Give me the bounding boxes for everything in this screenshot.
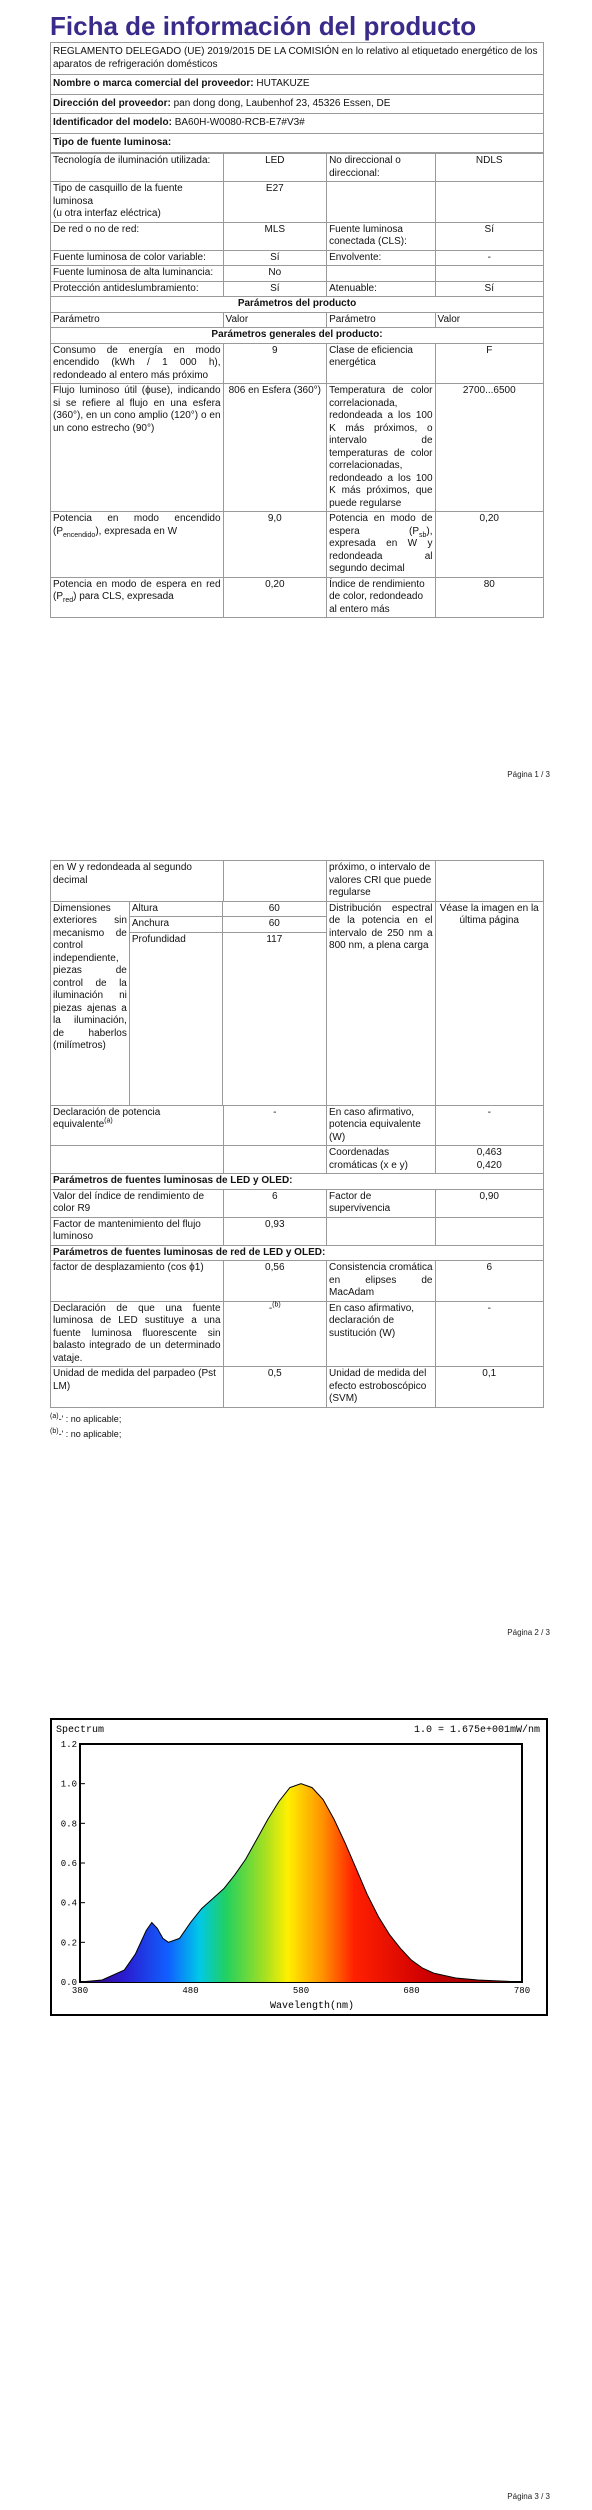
param-value bbox=[435, 861, 544, 902]
product-sheet-page-2 bbox=[50, 860, 544, 1442]
param-value: - bbox=[435, 1301, 544, 1367]
param-value: Véase la imagen en la última página bbox=[435, 901, 544, 1105]
table-row bbox=[51, 512, 544, 578]
param-label bbox=[327, 1217, 435, 1245]
x-axis-label: Wavelength(nm) bbox=[269, 2001, 355, 2012]
y-tick-label: 0.2 bbox=[60, 1938, 77, 1949]
label-text: ) para CLS, expresada bbox=[73, 591, 174, 602]
table-row bbox=[51, 1189, 544, 1217]
product-sheet-page-1 bbox=[50, 10, 544, 618]
param-label: Unidad de medida del efecto estroboscópico (SVM) bbox=[327, 1367, 435, 1408]
light-source-type-heading: Tipo de fuente luminosa: bbox=[51, 133, 544, 153]
param-label: De red o no de red: bbox=[51, 222, 224, 250]
x-tick-label: 480 bbox=[182, 1986, 199, 1996]
param-label: Valor del índice de rendimiento de color R9 bbox=[51, 1189, 224, 1217]
regulation-text: REGLAMENTO DELEGADO (UE) 2019/2015 DE LA COMISIÓN en lo relativo al etiquetado energético de los aparatos de refrigeración domésticos bbox=[51, 43, 544, 75]
param-value: 2700...6500 bbox=[435, 384, 543, 512]
param-value: 806 en Esfera (360°) bbox=[223, 384, 327, 512]
table-row bbox=[51, 1367, 544, 1408]
param-label bbox=[51, 577, 224, 618]
param-label bbox=[51, 512, 224, 578]
label-subscript: red bbox=[63, 597, 74, 604]
col-header-value: Valor bbox=[435, 312, 543, 328]
table-row bbox=[51, 1301, 544, 1367]
dimensions-table bbox=[130, 902, 326, 1105]
x-tick-label: 780 bbox=[513, 1986, 531, 1996]
dimensions-cell bbox=[129, 901, 326, 1105]
param-label: Clase de eficiencia energética bbox=[327, 343, 435, 384]
table-row bbox=[51, 281, 544, 297]
dimension-key: Altura bbox=[130, 902, 222, 917]
param-label bbox=[327, 266, 435, 282]
param-label: próximo, o intervalo de valores CRI que puede regularse bbox=[327, 861, 435, 902]
table-row bbox=[51, 861, 544, 902]
param-label bbox=[51, 1105, 224, 1146]
param-value: 0,20 bbox=[223, 577, 327, 618]
table-row bbox=[51, 384, 544, 512]
param-value: 0,20 bbox=[435, 512, 543, 578]
param-label bbox=[327, 512, 435, 578]
product-params-heading: Parámetros del producto bbox=[51, 297, 544, 313]
supplier-address: pan dong dong, Laubenhof 23, 45326 Essen, DE bbox=[173, 97, 391, 109]
value-text: - bbox=[268, 1302, 273, 1314]
param-label: Envolvente: bbox=[327, 250, 435, 266]
param-label: Coordenadas cromáticas (x e y) bbox=[327, 1146, 435, 1174]
col-header-value: Valor bbox=[223, 312, 327, 328]
supplier-address-label: Dirección del proveedor: bbox=[53, 97, 171, 109]
x-tick-label: 680 bbox=[403, 1986, 420, 1996]
param-value: Sí bbox=[435, 281, 543, 297]
param-value: 0,56 bbox=[223, 1261, 327, 1302]
supplier-address-row bbox=[51, 94, 544, 114]
label-text: ), expresada en W y redondeada al segundo decimal bbox=[329, 525, 433, 574]
param-label: Fuente luminosa de color variable: bbox=[51, 250, 224, 266]
param-label: Consistencia cromática en elipses de MacAdam bbox=[327, 1261, 435, 1302]
model-identifier: BA60H-W0080-RCB-E7#V3# bbox=[174, 117, 305, 128]
x-tick-label: 580 bbox=[292, 1986, 310, 1996]
param-value: MLS bbox=[223, 222, 327, 250]
param-value: 0,5 bbox=[223, 1367, 327, 1408]
param-value: 0,1 bbox=[435, 1367, 544, 1408]
footnotes bbox=[50, 1412, 544, 1442]
param-value: Sí bbox=[435, 222, 543, 250]
supplier-name-label: Nombre o marca comercial del proveedor: bbox=[53, 78, 254, 89]
document-title: Ficha de información del producto bbox=[50, 11, 477, 41]
param-label: Atenuable: bbox=[327, 281, 435, 297]
param-value: NDLS bbox=[435, 154, 543, 182]
footnote-text: -' : no aplicable; bbox=[58, 1413, 122, 1424]
param-label: En caso afirmativo, potencia equivalente (W) bbox=[327, 1105, 435, 1146]
param-label: Unidad de medida del parpadeo (Pst LM) bbox=[51, 1367, 224, 1408]
model-row bbox=[51, 114, 544, 134]
param-value: No bbox=[223, 266, 327, 282]
param-label: en W y redondeada al segundo decimal bbox=[51, 861, 224, 902]
dimensions-label: Dimensiones exteriores sin mecanismo de control independiente, piezas de control de la iluminación ni piezas ajenas a la iluminación, de haberlos (milímetros) bbox=[51, 901, 130, 1105]
page-2 bbox=[0, 850, 592, 1670]
table-row bbox=[51, 250, 544, 266]
param-value: - bbox=[435, 250, 543, 266]
table-row bbox=[51, 1261, 544, 1302]
footnote-marker: (b) bbox=[50, 1427, 59, 1435]
table-row bbox=[51, 222, 544, 250]
dimension-row bbox=[130, 917, 326, 933]
param-label: Temperatura de color correlacionada, redondeada a los 100 K más próximos, o intervalo de temperaturas de color correlacionadas, redondeado a los 100 K más próximos, que puede regularse bbox=[327, 384, 435, 512]
col-header-param: Parámetro bbox=[51, 312, 224, 328]
label-subscript: encendido bbox=[63, 531, 96, 539]
header-table bbox=[50, 42, 544, 153]
dimension-value: 60 bbox=[222, 902, 326, 917]
footnote-marker: (b) bbox=[272, 1301, 281, 1309]
led-params-heading: Parámetros de fuentes luminosas de LED y OLED: bbox=[51, 1174, 544, 1190]
param-value bbox=[223, 1301, 327, 1367]
dimension-row bbox=[130, 932, 326, 1105]
footnote-a bbox=[50, 1412, 544, 1427]
param-label bbox=[51, 1146, 224, 1174]
param-value: 80 bbox=[435, 577, 543, 618]
y-tick-label: 0.8 bbox=[60, 1819, 77, 1830]
light-source-table bbox=[50, 153, 544, 618]
label-text: ), expresada en W bbox=[95, 525, 178, 537]
label-subscript: sb bbox=[419, 531, 427, 539]
table-row bbox=[51, 266, 544, 282]
param-value: 0,93 bbox=[223, 1217, 327, 1245]
param-label: Índice de rendimiento de color, redondeado al entero más bbox=[327, 577, 435, 618]
label-text: Declaración de potencia equivalente bbox=[53, 1106, 161, 1130]
table-row bbox=[51, 577, 544, 618]
param-value: Sí bbox=[223, 281, 327, 297]
table-row bbox=[51, 1105, 544, 1146]
param-value: E27 bbox=[223, 182, 327, 223]
param-value bbox=[223, 861, 327, 902]
param-label: Fuente luminosa de alta luminancia: bbox=[51, 266, 224, 282]
chart-title: Spectrum bbox=[56, 1725, 105, 1736]
supplier-name: HUTAKUZE bbox=[256, 78, 310, 89]
dimension-row bbox=[130, 902, 326, 917]
footnote-b bbox=[50, 1427, 544, 1442]
param-label: Distribución espectral de la potencia en el intervalo de 250 nm a 800 nm, a plena carga bbox=[327, 901, 435, 1105]
spectrum-chart-frame bbox=[50, 1718, 548, 2016]
param-label: Protección antideslumbramiento: bbox=[51, 281, 224, 297]
table-row bbox=[51, 343, 544, 384]
y-tick-label: 0.6 bbox=[60, 1859, 77, 1869]
col-header-param: Parámetro bbox=[327, 312, 435, 328]
chart-annotation: 1.0 = 1.675e+001mW/nm bbox=[413, 1725, 540, 1736]
y-tick-label: 1.0 bbox=[60, 1779, 77, 1790]
table-row bbox=[51, 154, 544, 182]
param-label bbox=[327, 182, 435, 223]
general-params-heading: Parámetros generales del producto: bbox=[51, 328, 544, 344]
param-label: En caso afirmativo, declaración de sustitución (W) bbox=[327, 1301, 435, 1367]
table-header-row bbox=[51, 312, 544, 328]
spectrum-chart bbox=[52, 1720, 546, 2014]
params-continued-table bbox=[50, 860, 544, 1408]
param-label: Flujo luminoso útil (ϕuse), indicando si se refiere al flujo en una esfera (360°), en un cono amplio (120°) o en un cono estrecho (90°) bbox=[51, 384, 224, 512]
footnote-text: -' : no aplicable; bbox=[58, 1428, 122, 1439]
param-value bbox=[435, 266, 543, 282]
footnote-marker: (a) bbox=[50, 1412, 59, 1420]
dimension-key: Profundidad bbox=[131, 933, 186, 945]
param-value bbox=[435, 182, 543, 223]
page-number: Página 2 / 3 bbox=[507, 1628, 550, 1637]
param-label: Factor de supervivencia bbox=[327, 1189, 435, 1217]
param-value: - bbox=[435, 1105, 544, 1146]
param-label: Tecnología de iluminación utilizada: bbox=[51, 154, 224, 182]
plot-area bbox=[61, 1740, 530, 1996]
table-row bbox=[51, 1217, 544, 1245]
param-label: Tipo de casquillo de la fuente luminosa (u otra interfaz eléctrica) bbox=[51, 182, 224, 223]
param-label: No direccional o direccional: bbox=[327, 154, 435, 182]
dimension-key: Anchura bbox=[130, 917, 222, 933]
label-text: Potencia en modo encendido (P bbox=[53, 513, 221, 537]
param-value: 0,90 bbox=[435, 1189, 544, 1217]
x-tick-label: 380 bbox=[71, 1986, 89, 1996]
y-tick-label: 0.0 bbox=[60, 1978, 77, 1988]
param-value: - bbox=[223, 1105, 327, 1146]
param-value: 0,463 0,420 bbox=[435, 1146, 544, 1174]
param-value: 9,0 bbox=[223, 512, 327, 578]
led-mains-params-heading: Parámetros de fuentes luminosas de red de LED y OLED: bbox=[51, 1245, 544, 1261]
param-value: 6 bbox=[223, 1189, 327, 1217]
table-row bbox=[51, 901, 544, 1105]
param-value bbox=[223, 1146, 327, 1174]
model-label: Identificador del modelo: bbox=[53, 117, 172, 128]
y-tick-label: 1.2 bbox=[60, 1740, 77, 1750]
supplier-name-row bbox=[51, 75, 544, 95]
param-label: factor de desplazamiento (cos ϕ1) bbox=[51, 1261, 224, 1302]
param-value: Sí bbox=[223, 250, 327, 266]
page-1 bbox=[0, 0, 592, 800]
param-value: 6 bbox=[435, 1261, 544, 1302]
param-value: LED bbox=[223, 154, 327, 182]
spectrum-area bbox=[80, 1784, 522, 1982]
param-label: Consumo de energía en modo encendido (kWh / 1 000 h), redondeado al entero más próximo bbox=[51, 343, 224, 384]
y-tick-label: 0.4 bbox=[60, 1898, 77, 1909]
table-row bbox=[51, 182, 544, 223]
param-label: Declaración de que una fuente luminosa de LED sustituye a una fuente luminosa fluorescente sin balasto integrado de un determinado vataje. bbox=[51, 1301, 224, 1367]
table-row bbox=[51, 1146, 544, 1174]
param-label: Factor de mantenimiento del flujo luminoso bbox=[51, 1217, 224, 1245]
footnote-marker: (a) bbox=[104, 1117, 113, 1125]
label-text: Potencia en modo de espera (P bbox=[329, 513, 433, 537]
param-value: F bbox=[435, 343, 543, 384]
dimension-value: 60 bbox=[222, 917, 326, 933]
param-label: Fuente luminosa conectada (CLS): bbox=[327, 222, 435, 250]
page-number: Página 1 / 3 bbox=[507, 770, 550, 779]
dimension-value: 117 bbox=[222, 932, 326, 1105]
page-number: Página 3 / 3 bbox=[507, 2492, 550, 2501]
param-value: 9 bbox=[223, 343, 327, 384]
param-value bbox=[435, 1217, 544, 1245]
label-text: Potencia en modo de espera en red (P bbox=[53, 578, 221, 602]
